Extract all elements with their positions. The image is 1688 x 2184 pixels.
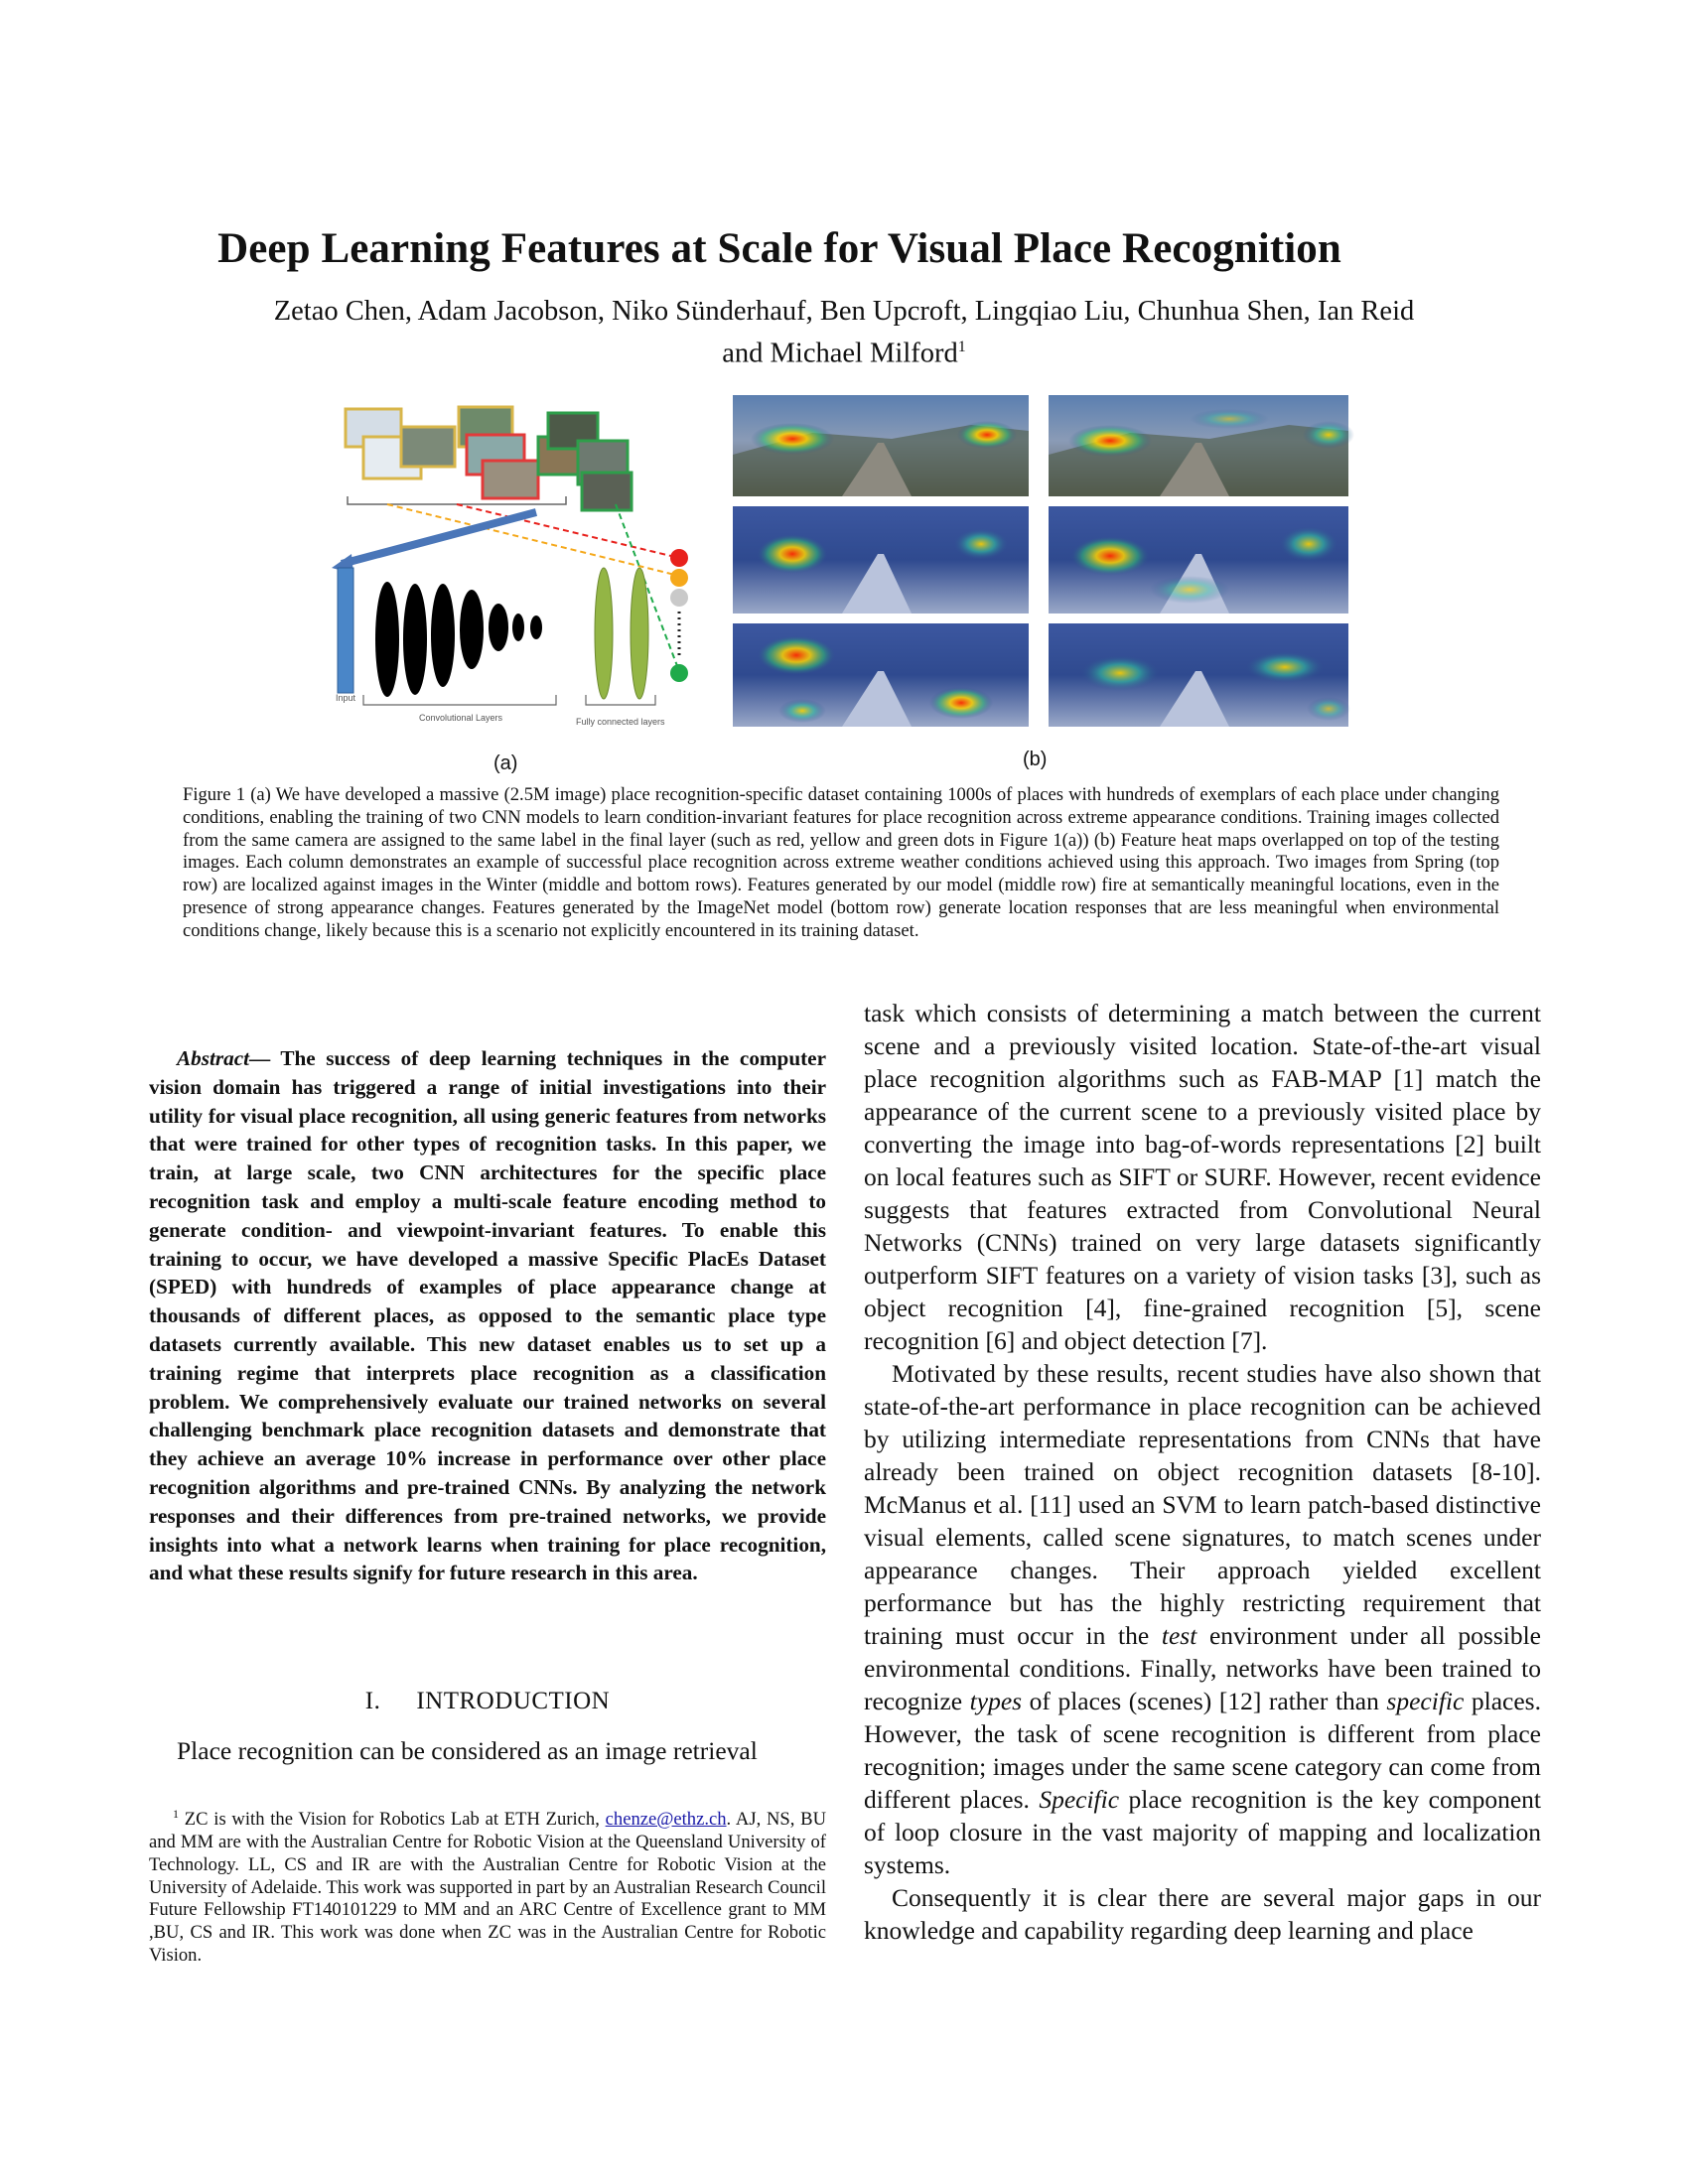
heatmap-row-imagenet	[733, 623, 1350, 727]
intro-paragraph-2	[864, 1357, 1541, 1881]
output-dot-grey	[670, 589, 688, 607]
p2-types-emphasis: types	[969, 1687, 1023, 1715]
figure-1a-network-diagram	[318, 397, 745, 754]
p2-test-emphasis: test	[1161, 1621, 1197, 1650]
intro-first-line: Place recognition can be considered as an image retrieval	[177, 1736, 758, 1765]
red-connector	[457, 504, 679, 558]
p2-specific2-emphasis: Specific	[1039, 1785, 1120, 1814]
figure-caption: Figure 1 (a) We have developed a massive (2.5M image) place recognition-specific dataset containing 1000s of places with hundreds of exemplars of each place under changing conditions, enabling the training of two CNN models to learn condition-invariant features for place recognition across extreme appearance conditions. Training images collected from the same camera are assigned to the same label in the final layer (such as red, yellow and green dots in Figure 1(a)) (b) Feature heat maps overlapped on top of the testing images. Each column demonstrates an example of successful place recognition across extreme weather conditions achieved using this approach. Two images from Spring (top row) are localized against images in the Winter (middle and bottom rows). Features generated by our model (middle row) fire at semantically meaningful locations, even in the presence of strong appearance changes. Features generated by the ImageNet model (bottom row) generate location responses that are less meaningful when environmental conditions change, likely because this is a scenario not explicitly encountered in its training dataset.	[183, 784, 1499, 941]
thumb-night	[582, 473, 632, 510]
input-label: Input	[336, 693, 356, 703]
heatmap-grid-svg	[733, 395, 1360, 741]
author-footnote-mark: 1	[957, 339, 966, 355]
thumb-forest	[401, 427, 455, 467]
p2-specific-emphasis: specific	[1386, 1687, 1465, 1715]
output-dot-red	[670, 549, 688, 567]
author-footnote	[149, 1803, 826, 1968]
abstract-lead: Abstract	[177, 1046, 249, 1070]
p2-part-d: places. However, the task of scene recognition is different from place recognition; images under the same scene category can come from different places.	[864, 1687, 1541, 1814]
p2-part-a: Motivated by these results, recent studies have also shown that state-of-the-art performance in place recognition can be achieved by utilizing intermediate representations from CNNs that have already been trained on object recognition datasets [8-10]. McManus et al. [11] used an SVM to learn patch-based distinctive visual elements, called scene signatures, to match scenes under appearance changes. Their approach yielded excellent performance but has the highly restricting requirement that training must occur in the	[864, 1359, 1541, 1650]
fc-bracket	[586, 695, 655, 705]
heatmap-row-our-model	[733, 506, 1348, 614]
conv-bracket	[363, 695, 556, 705]
intro-paragraph-1: task which consists of determining a match between the current scene and a previously visited location. State-of-the-art visual place recognition algorithms such as FAB-MAP [1] match the appearance of the current scene to a previously visited place by converting the image into bag-of-words representations [2] built on local features such as SIFT or SURF. However, recent evidence suggests that features extracted from Convolutional Neural Networks (CNNs) trained on very large datasets significantly outperform SIFT features on a variety of vision tasks [3], such as object recognition [4], fine-grained recognition [5], scene recognition [6] and object detection [7].	[864, 999, 1541, 1355]
heatmap-row-spring	[733, 395, 1354, 496]
fc-layer-1	[595, 568, 613, 699]
output-dot-green	[670, 664, 688, 682]
intro-paragraph-3: Consequently it is clear there are several major gaps in our knowledge and capability regarding deep learning and place	[864, 1883, 1541, 1945]
author-line-2	[159, 330, 1529, 372]
conv-label: Convolutional Layers	[419, 713, 503, 723]
conv-layer-6	[512, 614, 524, 641]
author-list	[159, 294, 1529, 372]
author-line-2-text: and Michael Milford	[722, 338, 958, 369]
footnote-before-email: ZC is with the Vision for Robotics Lab at ETH Zurich,	[179, 1809, 606, 1831]
section-title: INTRODUCTION	[416, 1688, 611, 1714]
author-email-link[interactable]: chenze@ethz.ch	[605, 1809, 727, 1831]
abstract	[149, 1044, 826, 1587]
abstract-dash: —	[249, 1046, 271, 1070]
conv-layer-7	[530, 615, 542, 639]
fc-label: Fully connected layers	[576, 717, 665, 727]
training-image-collage	[346, 407, 632, 510]
conv-layer-3	[431, 584, 455, 687]
right-column-body	[864, 997, 1541, 1947]
p2-part-e: place recognition is the key component of loop closure in the vast majority of mapping and localization systems.	[864, 1785, 1541, 1879]
conv-layer-1	[375, 582, 399, 697]
author-line-1: Zetao Chen, Adam Jacobson, Niko Sünderhauf, Ben Upcroft, Lingqiao Liu, Chunhua Shen, Ian Reid	[273, 296, 1415, 327]
conv-layer-4	[460, 590, 484, 669]
input-arrow	[342, 512, 536, 564]
section-heading-introduction	[149, 1688, 826, 1715]
network-diagram-svg	[318, 397, 745, 754]
p2-part-c: of places (scenes) [12] rather than	[1022, 1687, 1387, 1715]
section-number: I.	[364, 1688, 381, 1714]
figure-panel-b-label: (b)	[1023, 749, 1048, 770]
figure-panel-a-label: (a)	[493, 752, 518, 774]
figure-1b-heatmaps	[733, 395, 1360, 741]
paper-title: Deep Learning Features at Scale for Visual Place Recognition	[217, 225, 1341, 272]
input-layer	[338, 568, 353, 693]
abstract-text: The success of deep learning techniques in the computer vision domain has triggered a range of initial investigations into their utility for visual place recognition, all using generic features from networks that were trained for other types of recognition tasks. In this paper, we train, at large scale, two CNN architectures for the specific place recognition task and employ a multi-scale feature encoding method to generate condition- and viewpoint-invariant features. To enable this training to occur, we have developed a massive Specific PlacEs Dataset (SPED) with hundreds of examples of place appearance change at thousands of different places, as opposed to the semantic place type datasets currently available. This new dataset enables us to set up a training regime that interprets place recognition as a classification problem. We comprehensively evaluate our trained networks on several challenging benchmark place recognition datasets and demonstrate that they achieve an average 10% increase in performance over other place recognition algorithms and pre-trained CNNs. By analyzing the network responses and their differences from pre-trained networks, we provide insights into what a network learns when training for place recognition, and what these results signify for future research in this area.	[149, 1046, 826, 1585]
footnote-after-email: . AJ, NS, BU and MM are with the Australian Centre for Robotic Vision at the Queensland University of Technology. LL, CS and IR are with the Australian Centre for Robotic Vision at the University of Adelaide. This work was supported in part by an Australian Research Council Future Fellowship FT140101229 to MM and an ARC Centre of Excellence grant to MM ,BU, CS and IR. This work was done when ZC was in the Australian Centre for Robotic Vision.	[149, 1809, 826, 1966]
p2-part-b: environment under all possible environmental conditions. Finally, networks have been trained to recognize	[864, 1621, 1541, 1715]
thumb-building	[483, 461, 538, 498]
conv-layers	[375, 582, 542, 697]
conv-layer-5	[489, 604, 508, 651]
fc-layer-2	[631, 568, 648, 699]
output-dot-yellow	[670, 569, 688, 587]
footnote-mark: 1	[173, 1807, 179, 1821]
conv-layer-2	[403, 584, 427, 695]
